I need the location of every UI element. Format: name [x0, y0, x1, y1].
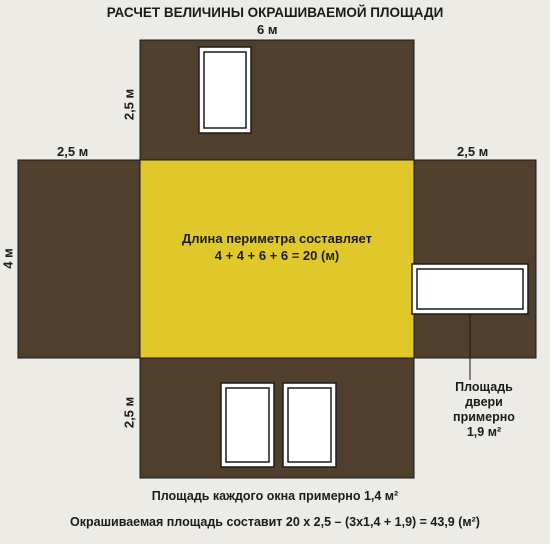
left-wall	[18, 160, 140, 358]
top-height-label: 2,5 м	[121, 88, 137, 121]
bottom-window-2-pane	[288, 388, 331, 462]
door-note-line3: примерно	[453, 410, 515, 424]
top-wall	[140, 40, 414, 160]
top-window-pane	[204, 52, 246, 128]
door-pane	[417, 269, 523, 309]
right-width-label: 2,5 м	[457, 144, 489, 159]
door-area-note	[444, 380, 524, 440]
diagram-title: РАСЧЕТ ВЕЛИЧИНЫ ОКРАШИВАЕМОЙ ПЛОЩАДИ	[106, 5, 444, 20]
door-note-line4: 1,9 м²	[466, 425, 502, 439]
left-width-label: 2,5 м	[57, 144, 89, 159]
perimeter-text	[140, 230, 414, 264]
window-area-note: Площадь каждого окна примерно 1,4 м²	[151, 489, 399, 503]
result-formula: Окрашиваемая площадь составит 20 х 2,5 – (3х1,4 + 1,9) = 43,9 (м²)	[70, 515, 480, 529]
door-note-line1: Площадь	[455, 380, 513, 394]
bottom-wall	[140, 358, 414, 478]
left-height-label: 4 м	[0, 248, 16, 269]
right-wall	[414, 160, 536, 358]
perimeter-text-line2: 4 + 4 + 6 + 6 = 20 (м)	[214, 248, 340, 263]
perimeter-text-line1: Длина периметра составляет	[182, 231, 372, 246]
door-note-line2: двери	[465, 395, 503, 409]
bottom-window-1-pane	[226, 388, 269, 462]
top-width-label: 6 м	[257, 22, 278, 37]
bottom-height-label: 2,5 м	[121, 396, 137, 429]
